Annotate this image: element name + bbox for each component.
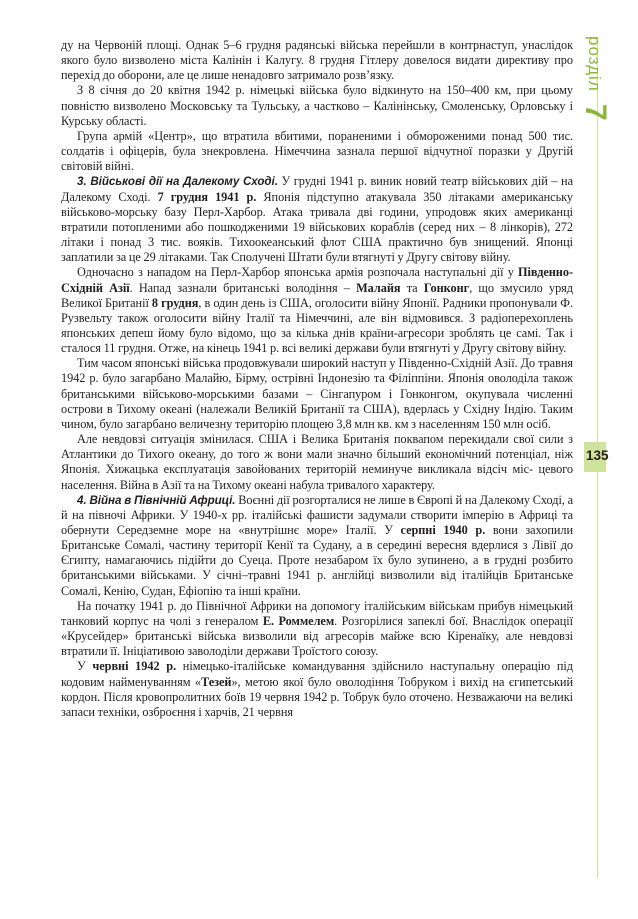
paragraph [61,599,573,660]
bold-term: Гонконг [423,280,470,295]
paragraph-text: , що змусило уряд Великої Британії [61,280,573,310]
paragraph-text: та [400,280,424,295]
paragraph-text: На початку 1941 р. до Північної Африки на допомогу італійським військам прибув німецький танковий корпус на чолі з генералом [61,598,573,628]
paragraph [61,38,573,83]
paragraph [61,129,573,174]
section-number: 7 [579,104,612,121]
paragraph-text: », метою якої було оволодіння Тобруком і вихід на єгипетський кордон. Після кровопролитних боїв 19 червня 1942 р. Тобрук було оточено. Незважаючи на великі запаси техніки, озброєння і харчів, 21 червня [61,674,573,719]
bold-term: Е. Роммелем [262,613,335,628]
section-marker [580,36,610,136]
bold-date: червні 1942 р. [92,659,177,674]
paragraph [61,174,573,265]
paragraph-text: Одночасно з нападом на Перл-Харбор японська армія розпочала наступальні дії у [77,265,519,280]
paragraph [61,83,573,128]
page-number: 135 [586,448,609,463]
paragraph-text: вони захопили Британське Сомалі, частину території Кенії та Судану, а в середині вересня вдерлися з Лівії до Єгипту, намагаючись підійти до Суеца. Проте незабаром їх було зупинено, а в грудні розбито британськими військами. У січні–травні 1941 р. англійці визволили від італійців Британське Сомалі, Кенію, Судан, Ефіопію та інші країни. [61,523,573,598]
paragraph-text: ду на Червоній площі. Однак 5–6 грудня радянські війська перейшли в контрнаступ, унаслідок якого було визволено міста Калінін і Калугу. 8 грудня Гітлеру довелося видати директиву про перехід до оборони, але це лише ненадовго затримало розв’язку. [61,38,573,83]
paragraph-text: Японія підступно атакувала 350 літаками американську військово-морську базу Перл-Харбор. Атака тривала дві години, упродовж яких американці втратили потопленими або пошкодженими 19 військових кораблів (серед них – 8 лінкорів), 272 літаки і понад 3 тис. вояків. Тихоокеанський флот США практично був знищений. Японці заплатили за це 29 літаками. Так Сполучені Штати були втягнуті у Другу світову війну. [61,189,573,265]
paragraph [61,493,573,599]
paragraph-text: У грудні 1941 р. виник новий театр військових дій – на Далекому Сході. [61,174,573,204]
paragraph [61,659,573,720]
section-word: розділ [585,36,604,92]
paragraph-text: Але невдовзі ситуація змінилася. США і Велика Британія поквапом перекидали свої сили з Атлантики до Тихого океану, до того ж вони мали значно більший економічний потенціал, ніж Японія. Хижацька експлуатація завойованих територій неминуче викликала відсіч міс- цевого населення. Війна в Азії та на Тихому океані набула тривалого характеру. [61,432,573,492]
bold-term: Південно-Східній Азії [61,265,573,295]
paragraph-text: З 8 січня до 20 квітня 1942 р. німецькі війська було відкинуто на 150–400 км, при цьому повністю визволено Московську та Тульську, а частково – Калінінську, Смоленську, Орловську і Курську області. [61,83,573,128]
paragraph-text: У [77,659,93,674]
bold-term: Малайя [356,280,401,295]
bold-date: 7 грудня 1941 р. [157,189,257,204]
body-text [61,38,573,720]
paragraph [61,265,573,356]
paragraph-text: німецько-італійське командування здійснило наступальну операцію під кодовим найменуванням « [61,659,573,689]
bold-date: 8 грудня [151,295,199,310]
paragraph [61,356,573,432]
paragraph-text: . Розгорілися запеклі бої. Внаслідок операції «Крусейдер» британські війська визволили від агресорів майже всю Кіренаїку, але невдовзі втратили її. Ініціативою заволоділи держави Троїстого союзу. [61,613,573,659]
bold-term: Тезей [201,674,232,689]
paragraph-text: Воєнні дії розгорталися не лише в Європі й на Далекому Сході, а й на півночі Африки. У 1940-х рр. італійські фашисти задумали створити імперію в Африці та обернути Середземне море на «внутрішнє море» Італії. У [61,492,573,537]
paragraph [61,432,573,493]
paragraph-text: . Напад зазнали британські володіння – [129,280,357,295]
bold-date: серпні 1940 р. [400,523,486,537]
paragraph-text: Тим часом японські війська продовжували широкий наступ у Південно-Східній Азії. До травня 1942 р. було загарбано Малайю, Бірму, острівні Індонезію та Філіппіни. Японія оволоділа також британськими військово-морськими базами – Сінгапуром і Гонконгом, окупувала численні острови в Тихому океані (належали Великій Британії та США), вдерлась у Східну Індію. Таким чином, було загарбано величезну територію площею 3,8 млн кв. км з населенням 150 млн осіб. [61,356,573,431]
paragraph-text: Група армій «Центр», що втратила вбитими, пораненими і обмороженими понад 500 тис. солдатів і офіцерів, була знекровлена. Німеччина зазнала першої відчутної поразки у Другій світовій війні. [61,128,573,174]
section-heading: 4. Війна в Північній Африці. [77,493,236,507]
paragraph-text: , в один день із США, оголосити війну Японії. Радники пропонували Ф. Рузвельту також оголосити війну Італії та Німеччині, але він відмовився. З радіоперехоплень японських депеш йому було відомо, що за кілька днів країни-агресори зроблять це самі. Так і сталося 11 грудня. Отже, на кінець 1941 р. всі великі держави були втягнуті у Другу світову війну. [61,295,573,356]
section-heading: 3. Військові дії на Далекому Сході. [77,175,278,189]
